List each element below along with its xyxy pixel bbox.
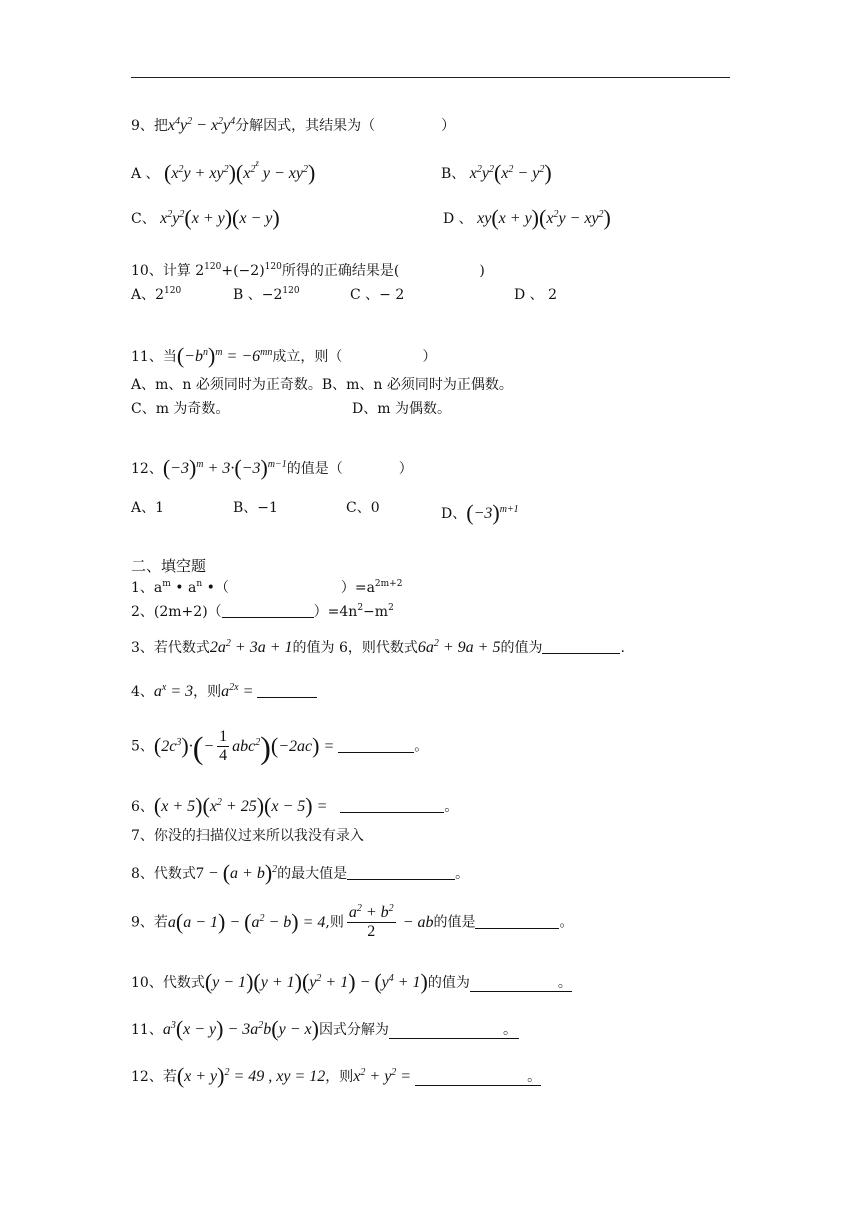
math-expr: $(x + y)^2 = 49$ , xy = 12 — [176, 1063, 326, 1088]
fill-question-8: 8、代数式$7 - (a + b)^2$的最大值是 。 — [131, 860, 470, 885]
answer-blank[interactable]: 。 — [415, 1071, 541, 1086]
math-expr: $(x + 5)(x^2 + 25)(x - 5)$ = — [153, 793, 332, 818]
answer-blank[interactable] — [475, 914, 559, 929]
math-expr: $a^x = 3$ — [153, 682, 194, 700]
mc-question-12: 12、$(-3)^m + 3\cdot(-3)^{m-1}$的值是（ ） — [131, 455, 413, 480]
answer-blank[interactable] — [257, 683, 317, 698]
math-expr: $a^3(x - y) - 3a^2b(y - x)$ — [162, 1016, 319, 1041]
fill-question-1: 1、$a^m$ • $a^n$ •（ ）$=a^{2m+2}$ — [131, 579, 403, 596]
mc-q11-option-d: D、m 为偶数。 — [352, 401, 451, 417]
fill-question-5: 5、$(2c^3)\cdot(-$ $\frac{1}{4}$ abc$^2$)(−2ac) = 。 — [131, 728, 429, 765]
section-heading: 二、填空题 — [131, 557, 207, 575]
fill-question-7: 7、你没的扫描仪过来所以我没有录入 — [131, 828, 364, 844]
math-expr: $\frac{a^2 + b^2}{2}$ − ab — [348, 903, 434, 941]
mc-q11-option-c: C、m 为奇数。 — [131, 401, 230, 417]
answer-blank[interactable]: 。 — [470, 977, 572, 992]
math-expr: $xy(x + y)(x^2y - xy^2)$ — [477, 205, 611, 230]
mc-q11-options-ab: A、m、n 必须同时为正奇数。B、m、n 必须同时为正偶数。 — [131, 377, 513, 393]
mc-q10-option-c: C 、− 2 — [350, 287, 405, 303]
answer-blank[interactable] — [340, 798, 444, 813]
mc-question-10: 10、计算 $2^{120}+(-2)^{120}$所得的正确结果是( ) — [131, 262, 485, 279]
mc-q10-option-d: D 、 2 — [514, 287, 558, 303]
mc-q12-option-a: A、1 — [131, 500, 165, 516]
math-expr: $7 - (a + b)^2$ — [195, 860, 278, 885]
answer-blank[interactable]: 。 — [389, 1024, 519, 1039]
mc-q9-option-d: D 、 $xy(x + y)(x^2y - xy^2)$ — [443, 205, 611, 230]
fill-question-9: 9、若$a(a - 1) - (a^2 - b) = 4$,则 $\frac{a^2 + b^2}{2}$ − ab的值是 。 — [131, 903, 574, 941]
mc-question-11: 11、当$(-b^n)^m = -6^{mn}$成立，则（ ） — [131, 343, 437, 368]
math-expr: $x^2y^2(x + y)(x - y)$ — [160, 205, 280, 230]
fill-question-2: 2、(2m+2)（ ）$=4n^2-m^2$ — [131, 603, 394, 620]
fill-question-3: 3、若代数式$2a^2 + 3a + 1$的值为 6，则代数式$6a^2 + 9a + 5$的值为 . — [131, 638, 625, 656]
math-expr: $2a^2 + 3a + 1$ — [209, 638, 293, 656]
fill-question-11: 11、$a^3(x - y) - 3a^2b(y - x)$因式分解为 。 — [131, 1016, 517, 1041]
math-expr: $x^4y^2 - x^2y^4$ — [167, 116, 236, 134]
mc-q12-option-b: B、−1 — [233, 500, 278, 516]
math-expr: $x^2y^2(x^2 - y^2)$ — [469, 160, 552, 185]
math-expr: $(2c^3)\cdot(-$ $\frac{1}{4}$ abc$^2$)(−2ac) = — [153, 728, 339, 765]
answer-blank[interactable] — [542, 639, 620, 654]
answer-blank[interactable] — [347, 865, 455, 880]
math-expr: $(-b^n)^m = -6^{mn}$ — [176, 343, 273, 368]
math-expr: $6a^2 + 9a + 5$ — [417, 638, 501, 656]
math-expr: $a^{2x}$ = — [221, 682, 258, 700]
header-rule — [131, 77, 730, 78]
answer-blank[interactable] — [222, 603, 314, 618]
mc-q9-option-c: C、 $x^2y^2(x + y)(x - y)$ — [131, 205, 280, 230]
mc-q12-option-c: C、0 — [346, 500, 380, 516]
math-expr: $(y - 1)(y + 1)(y^2 + 1) - (y^4 + 1)$ — [204, 969, 428, 994]
fill-question-4: 4、$a^x = 3$，则$a^{2x}$ = — [131, 682, 317, 701]
mc-q10-option-a: A、$2^{120}$ — [131, 286, 182, 303]
math-expr: $(-3)^m + 3\cdot(-3)^{m-1}$ — [162, 455, 287, 480]
math-expr: $(x^2y + xy^2)(x^{2z}$ $y - xy^2$) — [164, 158, 316, 185]
mc-question-9: 9、把$x^4y^2 - x^2y^4$分解因式，其结果为（ ） — [131, 116, 456, 134]
mc-q10-option-b: B 、$-2^{120}$ — [233, 286, 300, 303]
mc-q9-option-a: A 、 $(x^2y + xy^2)(x^{2z}$ $y - xy^2$) — [131, 158, 316, 185]
math-expr: $(-3)^{m+1}$ — [466, 500, 519, 525]
mc-q12-option-d: D、$(-3)^{m+1}$ — [441, 500, 519, 525]
answer-blank[interactable] — [338, 738, 414, 753]
fill-question-10: 10、代数式$(y - 1)(y + 1)(y^2 + 1) - (y^4 + 1)$的值为 。 — [131, 969, 572, 994]
math-expr: $a(a - 1) - (a^2 - b) = 4$ — [167, 908, 326, 934]
fill-question-6: 6、$(x + 5)(x^2 + 25)(x - 5)$ = 。 — [131, 793, 459, 818]
math-expr: $x^2 + y^2$ = — [353, 1067, 416, 1085]
mc-q9-option-b: B、 $x^2y^2(x^2 - y^2)$ — [441, 160, 552, 185]
fill-question-12: 12、若$(x + y)^2 = 49$ , xy = 12，则$x^2 + y^2$ = 。 — [131, 1063, 542, 1088]
